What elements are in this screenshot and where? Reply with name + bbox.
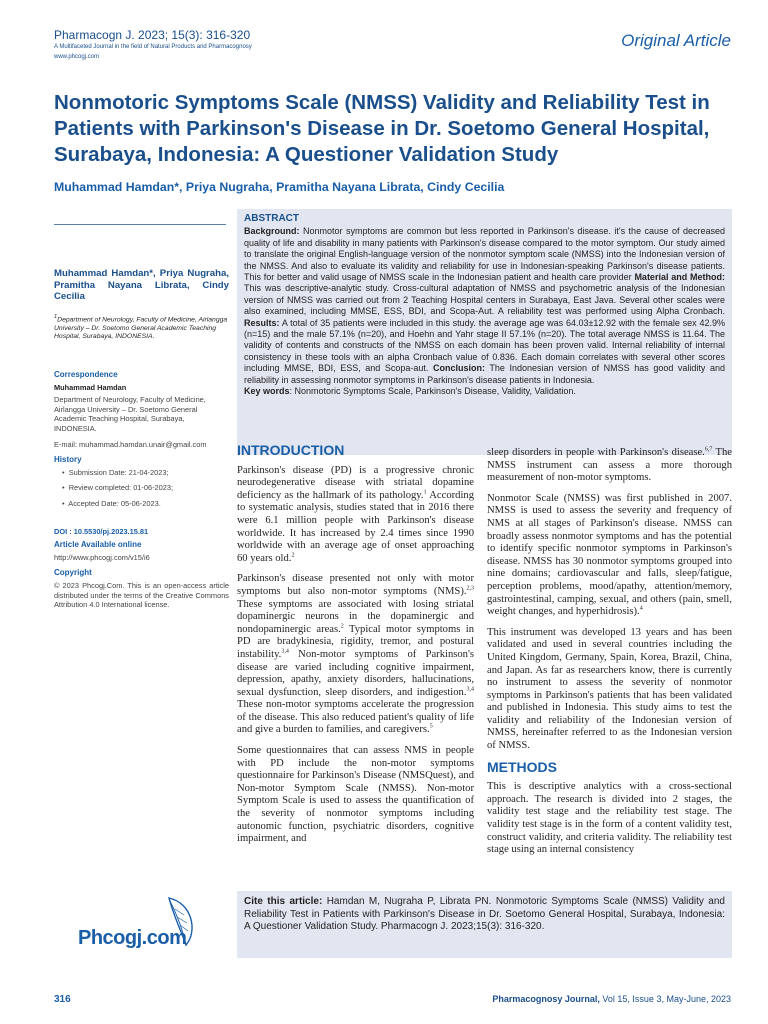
cite-label: Cite this article: <box>244 896 323 907</box>
abstract-box <box>237 209 732 458</box>
intro-paragraph: Parkinson's disease (PD) is a progressive chronic neurodegenerative disease with striatal dopamine deficiency as the hallmark of its pathology.$^1$ According to systematic analysis, studies stated that in 2016 there were 6.1 million people with Parkinson's disease worldwide. It has increased by 2.4 times since 1990 worldwide with an average age of onset approaching 60 years old.$^2$ <box>237 464 474 564</box>
cite-box <box>237 891 732 958</box>
affiliation-text: Department of Neurology, Faculty of Medicine, Airlangga University – Dr. Soetomo General Academic Teaching Hospital, Surabaya, INDONESIA. <box>54 316 228 341</box>
phcogj-logo: Phcogj.com <box>78 927 187 949</box>
abstract-heading: ABSTRACT <box>244 213 299 224</box>
article-title: Nonmotoric Symptoms Scale (NMSS) Validity and Reliability Test in Patients with Parkinson's Disease in Dr. Soetomo General Hospital, Surabaya, Indonesia: A Questioner Validation Study <box>54 91 710 166</box>
correspondence-section <box>54 370 229 610</box>
author-list: Muhammad Hamdan*, Priya Nugraha, Pramitha Nayana Librata, Cindy Cecilia <box>54 180 505 194</box>
method-text: This was descriptive-analytic study. Cross-cultural adaptation of NMSS and psychometric analysis of the Indonesian version of NMSS was carried out from 2 Teaching Hospital centers in Surabaya, East Java. Several other scales were also examined, including MMSE, ESS, BDI, and Scopa-Aut. A reliability test was performed using Alpha Cronbach. <box>244 283 725 317</box>
doi-label: DOI : <box>54 526 74 536</box>
intro-paragraph: Parkinson's disease presented not only with motor symptoms but also non-motor symptoms (NMS).$^{2,3}$ These symptoms are associated with losing striatal dopaminergic neurons in the dopaminergic and nondopaminergic areas.$^2$ Typical motor symptoms in PD are bradykinesia, rigidity, tremor, and postural instability.$^{3,4}$ Non-motor symptoms of Parkinson's disease are varied including cognitive impairment, depression, apathy, anxiety disorders, hallucinations, sexual dysfunction, sleep disorders, and indigestion.$^{3,4}$ These non-motor symptoms accelerate the progression of the disease. This also reduced patient's quality of life and give a burden to families, and caregivers.$^5$ <box>237 573 475 736</box>
available-url[interactable]: http://www.phcogj.com/v15/i6 <box>54 552 150 562</box>
history-heading: History <box>54 455 82 465</box>
body-paragraph: This instrument was developed 13 years and has been validated and used in several countries including the United Kingdom, Germany, Spain, Korea, Brazil, China, and Japan. As far as researchers know, there is currently no instrument to assess the severity of nonmotor symptoms in Parkinson's patients that has been validated and published in Indonesia. This study aims to test the validity and reliability of the Indonesian version of NMSS, hereinafter referred to as the Indonesian version of NMSS. <box>487 626 732 752</box>
method-label: Material and Method: <box>634 272 725 283</box>
history-item: • Accepted Date: 05-06-2023. <box>62 498 161 508</box>
correspondence-heading: Correspondence <box>54 370 118 379</box>
results-label: Results: <box>244 317 280 328</box>
intro-paragraph: Some questionnaires that can assess NMS in people with PD include the non-motor symptoms questionnaire for Parkinson's Disease (NMSQuest), and Non-motor Symptom Scale (NMSS). Non-motor Symptom Scale is used to assess the quantification of the severity of nonmotor symptoms including autonomic function, psychiatric disorders, cognitive impairment, and <box>237 745 474 845</box>
keywords-label: Key words <box>244 386 290 397</box>
divider <box>54 224 226 225</box>
copyright-heading: Copyright <box>54 568 92 578</box>
results-text: A total of 35 patients were included in this study. the average age was 64.03±12.92 with the female sex 42.9% (n=15) and the male 57.1% (n=20), and Hoehn and Yahr stage II 57.1% (n=20). The total average NMSS is 11.64. The validity of contents and constructs of the NMSS on each domain has been proven valid. Internal reliability of internal consistency in these tools with an alpha Cronbach value of 0.836. Each domain correlates with several other scores including MMSE, BDI, ESS, and Scopa-aut. <box>244 317 725 374</box>
history-item: • Review completed: 01-06-2023; <box>62 483 174 493</box>
correspondence-email[interactable]: E-mail: muhammad.hamdan.unair@gmail.com <box>54 439 207 449</box>
doi-value: 10.5530/pj.2023.15.81 <box>73 526 149 536</box>
copyright-text: © 2023 Phcogj.Com. This is an open-access article distributed under the terms of the Creative Commons Attribution 4.0 International license. <box>54 580 229 610</box>
article-type: Original Article <box>621 31 731 50</box>
conclusion-label: Conclusion: <box>432 363 485 374</box>
background-label: Background: <box>244 226 300 237</box>
journal-site-link[interactable]: www.phcogj.com <box>54 54 100 60</box>
history-item: • Submission Date: 21-04-2023; <box>62 467 169 477</box>
body-paragraph: Nonmotor Scale (NMSS) was first published in 2007. NMSS is used to assess the severity and frequency of NMS at all stages of Parkinson's disease. NMSS can broadly assess nonmotor symptoms and has the potential to identify specific nonmotor symptoms in Parkinson's disease. NMSS has 30 nonmotor symptoms grouped into nine domains; cardiovascular and falls, sleep/fatigue, perception problems, mood/apathy, attention/memory, gastrointestinal, camping, sexual, and others (pain, smell, weight changes, and hyperhidrosis).$^4$ <box>487 492 732 618</box>
journal-citation: Pharmacogn J. 2023; 15(3): 316-320 <box>54 28 251 42</box>
correspondence-address: Department of Neurology, Faculty of Medicine, Airlangga University – Dr. Soetomo General Academic Teaching Hospital, Surabaya, INDONESIA. <box>54 395 206 433</box>
journal-tagline: A Multifaceted Journal in the field of Natural Products and Pharmacognosy <box>54 44 252 50</box>
footer-journal: Pharmacognosy Journal, Vol 15, Issue 3, May-June, 2023 <box>492 994 731 1004</box>
intro-heading: INTRODUCTION <box>237 442 345 458</box>
doi[interactable] <box>54 527 229 537</box>
history-list <box>54 468 229 509</box>
body-paragraph: sleep disorders in people with Parkinson's disease.$^{6,7}$ The NMSS instrument can assess a more thorough measurement of non-motor symptoms. <box>487 446 733 484</box>
available-heading: Article Available online <box>54 540 142 550</box>
conclusion-text: The Indonesian version of NMSS has good validity and reliability in assessing nonmotor symptoms in Parkinson's disease patients in Indonesia. <box>244 363 725 385</box>
abstract-body <box>244 226 725 386</box>
sidebar-affiliation <box>54 313 229 342</box>
keywords <box>244 386 725 397</box>
page-number: 316 <box>54 994 71 1005</box>
affiliation-sup: 1 <box>54 314 58 320</box>
body-paragraph: This is descriptive analytics with a cross-sectional approach. The research is divided into 2 stages, the validity test stage and the reliability test stage. The validity test stage is in the form of a content validity test, construct validity, and criteria validity. The reliability test stage using an internal consistency <box>487 781 732 856</box>
keywords-text: : Nonmotoric Symptoms Scale, Parkinson's Disease, Validity, Validation. <box>289 386 576 397</box>
cite-text: Hamdan M, Nugraha P, Librata PN. Nonmotoric Symptoms Scale (NMSS) Validity and Reliability Test in Patients with Parkinson's Disease in Dr. Soetomo General Hospital, Surabaya, Indonesia: A Questioner Validation Study. Pharmacogn J. 2023;15(3): 316-320. <box>244 896 725 933</box>
background-text: Nonmotor symptoms are common but less reported in Parkinson's disease. it's the cause of decreased quality of life and disability in many patients with Parkinson's disease compared to the motor symptom. Our study aimed to translate the original English-language version of the nonmotor symptom scale (NMSS) into the Indonesian version of the NMSS. And also to evaluate its validity and reliability for use in Indonesian-speaking Parkinson's disease patients. This for better and valid usage of NMSS scale in the Indonesian patient and health care provider <box>244 226 725 283</box>
sidebar-authors: Muhammad Hamdan*, Priya Nugraha, Pramitha Nayana Librata, Cindy Cecilia <box>54 268 229 303</box>
intro-column <box>237 444 474 854</box>
methods-heading: METHODS <box>487 758 557 775</box>
right-column <box>487 447 732 865</box>
correspondence-name: Muhammad Hamdan <box>54 382 127 392</box>
